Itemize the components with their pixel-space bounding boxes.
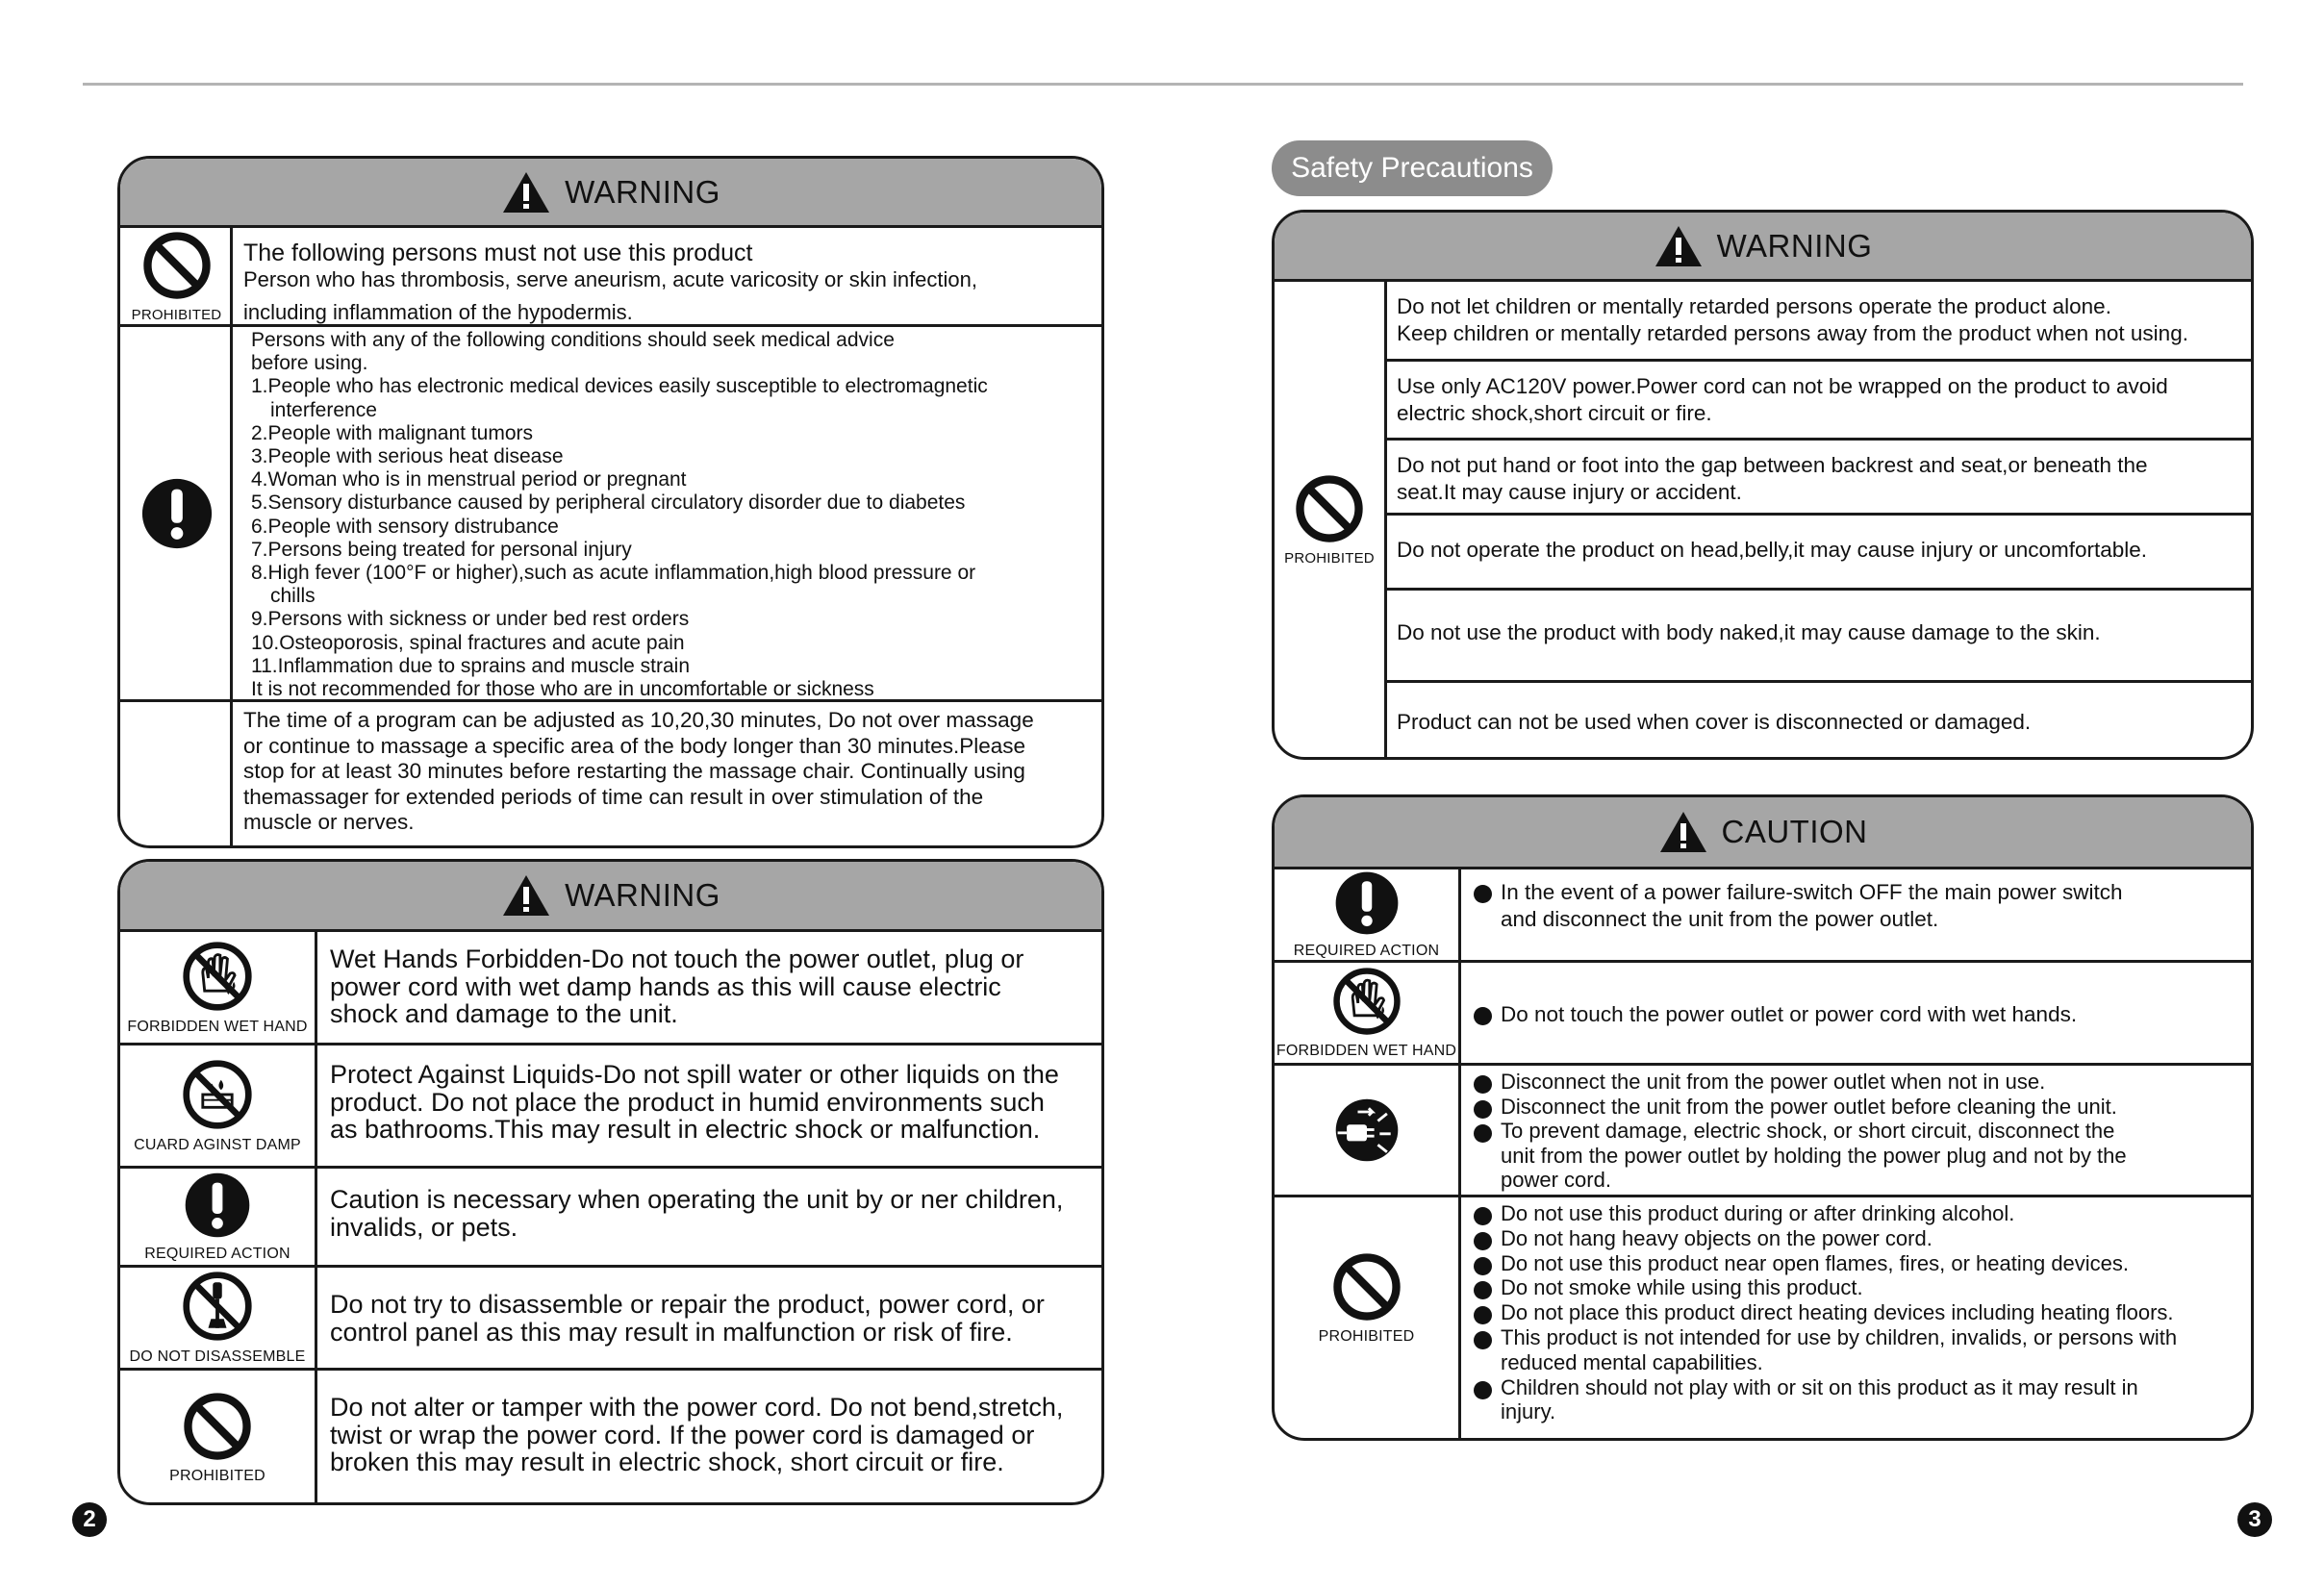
row-text: [243, 239, 977, 292]
row-text: [1397, 619, 2101, 646]
row-text: [1472, 1070, 2127, 1193]
row-line: Product can not be used when cover is disconnected or damaged.: [1397, 710, 2032, 734]
do-not-disassemble-icon: [181, 1270, 254, 1343]
left-warning-panel-2: [117, 859, 1104, 1505]
row-text: [330, 1186, 1063, 1241]
guard-against-damp-icon: [181, 1058, 254, 1131]
row-line: or continue to massage a specific area of the body longer than 30 minutes.Please: [243, 733, 1025, 758]
panel-header: [1275, 213, 2251, 282]
row-line: Do not alter or tamper with the power cord. Do not bend,stretch,: [330, 1393, 1064, 1422]
required-action-icon: [183, 1171, 252, 1240]
row-line: stop for at least 30 minutes before restarting the massage chair. Continually using: [243, 759, 1025, 783]
row-text: [1397, 709, 2031, 736]
list-item: 2.People with malignant tumors: [251, 421, 533, 444]
warning-row-wet-hands: [120, 932, 1101, 1045]
warning-row-liquids: [120, 1045, 1101, 1169]
page-number-right: 3: [2237, 1502, 2272, 1537]
bullet-item: [1472, 879, 2123, 933]
bullet-line: reduced mental capabilities.: [1501, 1349, 1763, 1374]
row-text: [251, 329, 988, 701]
prohibited-icon: [1294, 473, 1365, 544]
bullet-item: [1472, 1375, 2177, 1425]
row-line: Caution is necessary when operating the unit by or ner children,: [330, 1185, 1064, 1214]
list-item: 5.Sensory disturbance caused by peripheral circulatory disorder due to diabetes: [251, 491, 966, 515]
warning-row: [1384, 441, 2251, 516]
list-item: 10.Osteoporosis, spinal fractures and acute pain: [251, 631, 685, 654]
prohibited-icon: [141, 230, 213, 301]
intro-line: before using.: [251, 352, 368, 375]
list-item: 8.High fever (100°F or higher),such as acute inflammation,high blood pressure or: [251, 562, 976, 585]
row-line: Do not put hand or foot into the gap between backrest and seat,or beneath the: [1397, 453, 2148, 477]
row-line: Wet Hands Forbidden-Do not touch the power outlet, plug or: [330, 945, 1024, 973]
row-text: [1397, 373, 2168, 427]
icon-cell: [120, 1268, 315, 1368]
bullet-line: Children should not play with or sit on this product as it may result in: [1501, 1374, 2138, 1399]
bullet-line: and disconnect the unit from the power outlet.: [1501, 907, 1939, 931]
icon-label: PROHIBITED: [1318, 1328, 1415, 1345]
bullet-line: To prevent damage, electric shock, or short circuit, disconnect the: [1501, 1119, 2115, 1143]
row-line: muscle or nerves.: [243, 810, 415, 834]
bullet-line: Do not use this product near open flames, fires, or heating devices.: [1501, 1250, 2130, 1275]
warning-row-medical-advice: [120, 327, 1101, 702]
icon-cell: [120, 327, 233, 699]
row-text: [1472, 1001, 2077, 1028]
bullet-line: Do not smoke while using this product.: [1501, 1275, 1863, 1300]
row-line: themassager for extended periods of time can result in over stimulation of the: [243, 784, 984, 809]
panel-header: [1275, 797, 2251, 869]
bullet-line: Disconnect the unit from the power outlet before cleaning the unit.: [1501, 1094, 2117, 1119]
prohibited-icon: [182, 1391, 253, 1462]
row-text: [1472, 1201, 2177, 1424]
row-text: [330, 1061, 1059, 1144]
row-text: [243, 708, 1034, 836]
bullet-item: [1472, 1119, 2127, 1193]
intro-line: Persons with any of the following conditions should seek medical advice: [251, 329, 895, 351]
icon-cell: [120, 1371, 315, 1505]
icon-label: PROHIBITED: [131, 306, 222, 323]
right-caution-panel: [1272, 794, 2254, 1441]
panel-header: [120, 862, 1101, 932]
top-rule: [83, 83, 2243, 86]
bullet-item: [1472, 1070, 2127, 1095]
list-item: 7.Persons being treated for personal injury: [251, 538, 632, 561]
list-item: 4.Woman who is in menstrual period or pregnant: [251, 468, 687, 491]
list-item: It is not recommended for those who are in uncomfortable or sickness: [251, 678, 874, 701]
row-line: Person who has thrombosis, serve aneurism, acute varicosity or skin infection,: [243, 267, 977, 292]
row-text: [1397, 293, 2188, 347]
icon-label: FORBIDDEN WET HAND: [1276, 1043, 1457, 1059]
section-label: Safety Precautions: [1272, 140, 1553, 196]
icon-cell: [1275, 1066, 1458, 1195]
row-line: electric shock,short circuit or fire.: [1397, 401, 1712, 425]
row-line: shock and damage to the unit.: [330, 999, 678, 1028]
row-line: The time of a program can be adjusted as 10,20,30 minutes, Do not over massage: [243, 708, 1034, 732]
icon-cell: [1275, 282, 1384, 757]
icon-label: DO NOT DISASSEMBLE: [129, 1348, 306, 1365]
icon-label: CUARD AGINST DAMP: [134, 1136, 301, 1153]
row-line: power cord with wet damp hands as this will cause electric: [330, 971, 1001, 1001]
caution-row-wet-hands: [1275, 963, 2251, 1066]
icon-label: FORBIDDEN WET HAND: [127, 1018, 308, 1035]
row-line: control panel as this may result in malfunction or risk of fire.: [330, 1317, 1013, 1347]
icon-cell: [120, 932, 315, 1043]
row-line: twist or wrap the power cord. If the power cord is damaged or: [330, 1420, 1035, 1449]
warning-row: [1384, 683, 2251, 760]
left-warning-panel-1: [117, 156, 1104, 848]
forbidden-wet-hand-icon: [181, 940, 254, 1013]
warning-row: [1384, 516, 2251, 591]
bullet-item: [1472, 1275, 2177, 1300]
row-text: [330, 945, 1023, 1028]
prohibited-icon: [1331, 1251, 1402, 1322]
row-text: [330, 1291, 1045, 1346]
icon-label: PROHIBITED: [169, 1468, 265, 1484]
row-line: product. Do not place the product in humid environments such: [330, 1087, 1045, 1117]
row-text: [1397, 537, 2147, 564]
row-text: [1472, 879, 2123, 933]
bullet-item: [1472, 1300, 2177, 1325]
list-item: 3.People with serious heat disease: [251, 445, 564, 468]
warning-row: [1384, 591, 2251, 683]
list-item: interference: [270, 398, 377, 421]
panel-title: WARNING: [565, 173, 720, 210]
icon-cell: [1275, 869, 1458, 960]
warning-triangle-icon: [501, 873, 551, 918]
row-line: invalids, or pets.: [330, 1212, 518, 1242]
caution-row-power-failure: [1275, 869, 2251, 963]
warning-row: [1384, 282, 2251, 362]
forbidden-wet-hand-icon: [1331, 966, 1402, 1037]
icon-label: REQUIRED ACTION: [144, 1246, 290, 1262]
warning-row-children: [120, 1169, 1101, 1268]
bullet-line: Disconnect the unit from the power outlet when not in use.: [1501, 1070, 2046, 1094]
icon-cell: [1275, 963, 1458, 1063]
warning-row: [1384, 362, 2251, 441]
list-item: 11.Inflammation due to sprains and muscle strain: [251, 654, 691, 677]
caution-row-disconnect: [1275, 1066, 2251, 1197]
panel-title: WARNING: [1716, 227, 1873, 264]
list-item: 1.People who has electronic medical devices easily susceptible to electromagnetic: [251, 375, 988, 398]
warning-row-program-time: [120, 702, 1101, 848]
bullet-line: power cord.: [1501, 1168, 1611, 1192]
icon-cell: [120, 228, 233, 324]
warning-row-prohibited-persons: [120, 228, 1101, 327]
list-item: 9.Persons with sickness or under bed rest orders: [251, 608, 690, 631]
row-heading: The following persons must not use this product: [243, 239, 753, 266]
right-warning-panel: [1272, 210, 2254, 760]
row-line: as bathrooms.This may result in electric shock or malfunction.: [330, 1115, 1041, 1144]
bullet-item: [1472, 1325, 2177, 1375]
required-action-icon: [1333, 869, 1401, 937]
row-line: Keep children or mentally retarded persons away from the product when not using.: [1397, 321, 2188, 345]
bullet-line: In the event of a power failure-switch OFF the main power switch: [1501, 880, 2123, 904]
list-item: 6.People with sensory distrubance: [251, 515, 559, 538]
icon-cell: [120, 1169, 315, 1265]
bullet-line: This product is not intended for use by children, invalids, or persons with: [1501, 1324, 2178, 1349]
row-line: Do not try to disassemble or repair the product, power cord, or: [330, 1290, 1045, 1319]
row-line: Do not use the product with body naked,it may cause damage to the skin.: [1397, 620, 2101, 644]
bullet-line: Do not touch the power outlet or power cord with wet hands.: [1501, 1002, 2078, 1026]
icon-cell: [1275, 1197, 1458, 1399]
bullet-line: injury.: [1501, 1399, 1556, 1424]
page-number-left: 2: [72, 1502, 107, 1537]
row-line: seat.It may cause injury or accident.: [1397, 480, 1742, 504]
bullet-line: Do not place this product direct heating devices including heating floors.: [1501, 1300, 2174, 1325]
bullet-item: [1472, 1226, 2177, 1251]
row-line: Protect Against Liquids-Do not spill water or other liquids on the: [330, 1060, 1059, 1089]
warning-triangle-icon: [1658, 810, 1708, 854]
warning-triangle-icon: [1654, 224, 1704, 268]
bullet-item: [1472, 1201, 2177, 1226]
list-item: chills: [270, 585, 316, 608]
caution-row-prohibited: [1275, 1197, 2251, 1441]
bullet-item: [1472, 1251, 2177, 1276]
row-line: Do not let children or mentally retarded persons operate the product alone.: [1397, 294, 2111, 318]
row-line: including inflammation of the hypodermis.: [243, 300, 633, 324]
icon-label: PROHIBITED: [1284, 549, 1375, 567]
panel-title: CAUTION: [1721, 814, 1868, 849]
required-action-icon: [139, 476, 215, 551]
icon-cell: [120, 1045, 315, 1166]
warning-row-power-cord: [120, 1371, 1101, 1505]
row-text: [330, 1394, 1063, 1476]
bullet-line: Do not hang heavy objects on the power cord.: [1501, 1225, 1932, 1250]
panel-title: WARNING: [565, 877, 720, 913]
icon-label: REQUIRED ACTION: [1293, 943, 1440, 959]
row-text-overflow: [243, 300, 633, 325]
row-line: Do not operate the product on head,belly,it may cause injury or uncomfortable.: [1397, 538, 2148, 562]
panel-header: [120, 159, 1101, 228]
row-line: Use only AC120V power.Power cord can not be wrapped on the product to avoid: [1397, 374, 2168, 398]
row-text: [1397, 452, 2148, 506]
row-line: broken this may result in electric shock, short circuit or fire.: [330, 1448, 1004, 1476]
bullet-item: [1472, 1001, 2077, 1028]
bullet-line: Do not use this product during or after drinking alcohol.: [1501, 1201, 2015, 1225]
warning-triangle-icon: [501, 170, 551, 214]
bullet-item: [1472, 1095, 2127, 1120]
unplug-icon: [1330, 1094, 1403, 1167]
bullet-line: unit from the power outlet by holding the power plug and not by the: [1501, 1143, 2127, 1168]
warning-row-disassemble: [120, 1268, 1101, 1371]
